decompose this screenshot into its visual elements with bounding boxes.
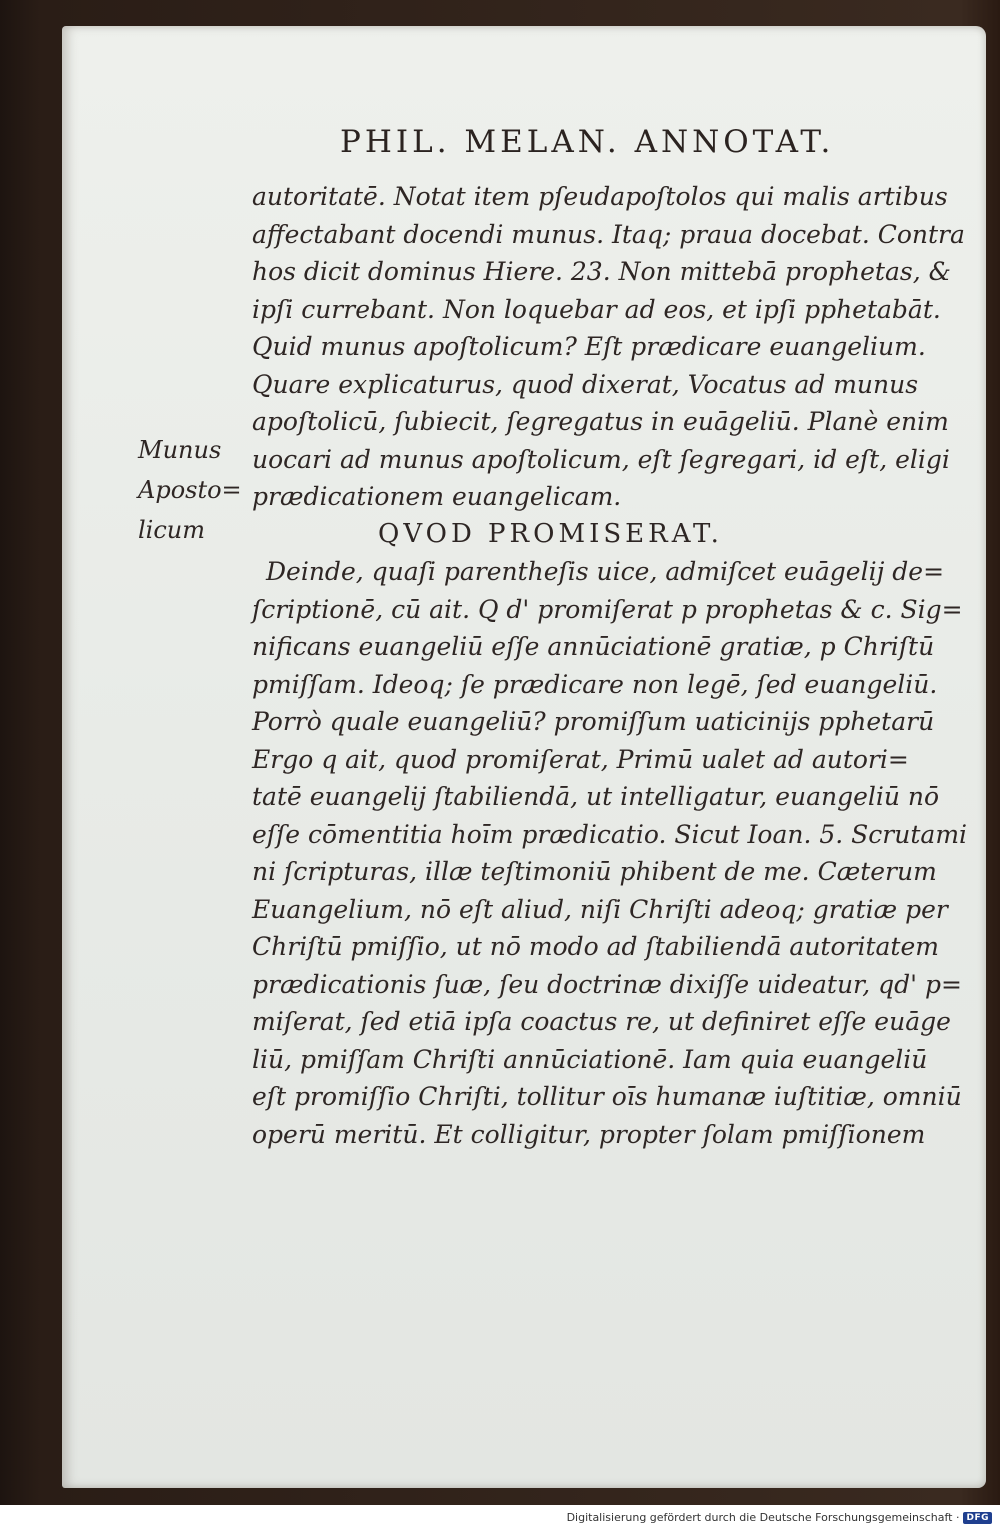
section-heading: QVOD PROMISERAT.: [378, 518, 723, 549]
text-line: miſerat, ſed etiā ipſa coactus re, ut definiret eſſe euāge: [252, 1007, 951, 1036]
margin-note-line: licum: [138, 516, 206, 544]
text-line: prædicationis ſuæ, ſeu doctrinæ dixiſſe uideatur, qd' p=: [252, 969, 962, 999]
text-line: tatē euangelij ſtabiliendā, ut intelligatur, euangeliū nō: [252, 782, 940, 811]
text-line: Quare explicaturus, quod dixerat, Vocatus ad munus: [252, 369, 919, 399]
margin-note-line: Aposto=: [138, 476, 242, 504]
margin-note: [138, 430, 248, 550]
dfg-logo-icon: DFG: [963, 1512, 992, 1524]
digitization-credit: [567, 1511, 992, 1524]
text-line: ni ſcripturas, illæ teſtimoniū phibent de me. Cæterum: [252, 857, 937, 886]
text-line: pmiſſam. Ideoq; ſe prædicare non legē, ſed euangeliū.: [252, 669, 938, 699]
text-line: prædicationem euangelicam.: [252, 482, 622, 511]
credit-text: Digitalisierung gefördert durch die Deutsche Forschungsgemeinschaft ·: [566, 1511, 960, 1524]
margin-note-line: Munus: [138, 436, 222, 464]
main-text-block: [252, 178, 968, 1153]
text-line: hos dicit dominus Hiere. 23. Non mittebā prophetas, &: [252, 257, 951, 286]
running-head: PHIL. MELAN. ANNOTAT.: [340, 124, 835, 160]
text-line: Chriſtū pmiſſio, ut nō modo ad ſtabiliendā autoritatem: [252, 932, 939, 961]
text-line: Ergo q ait, quod promiſerat, Primū ualet ad autori=: [252, 744, 909, 774]
text-line: eſt promiſſio Chriſti, tollitur oīs humanæ iuſtitiæ, omniū: [252, 1082, 962, 1111]
text-line: eſſe cōmentitia hoīm prædicatio. Sicut Ioan. 5. Scrutami: [252, 819, 968, 849]
text-line: Deinde, quaſi parentheſis uice, admiſcet euāgelij de=: [266, 557, 945, 586]
text-line: liū, pmiſſam Chriſti annūciationē. Iam quia euangeliū: [252, 1044, 928, 1074]
text-line: operū meritū. Et colligitur, propter ſolam pmiſſionem: [252, 1119, 926, 1149]
text-line: Euangelium, nō eſt aliud, niſi Chriſti adeoq; gratiæ per: [252, 894, 948, 924]
text-line: Porrò quale euangeliū? promiſſum uaticinijs pphetarū: [252, 707, 935, 736]
text-line: ipſi currebant. Non loquebar ad eos, et ipſi pphetabāt.: [252, 294, 941, 324]
text-line: autoritatē. Notat item pſeudapoſtolos qui malis artibus: [252, 182, 948, 211]
text-line: ſcriptionē, cū ait. Q d' promiſerat p prophetas & c. Sig=: [252, 594, 963, 624]
text-line: Quid munus apoſtolicum? Eſt prædicare euangelium.: [252, 332, 926, 361]
text-line: affectabant docendi munus. Itaq; praua docebat. Contra: [252, 219, 965, 249]
text-line: nificans euangeliū eſſe annūciationē gratiæ, p Chriſtū: [252, 632, 935, 661]
text-line: apoſtolicū, ſubiecit, ſegregatus in euāgeliū. Planè enim: [252, 407, 949, 436]
text-line: uocari ad munus apoſtolicum, eſt ſegregari, id eſt, eligi: [252, 444, 950, 474]
